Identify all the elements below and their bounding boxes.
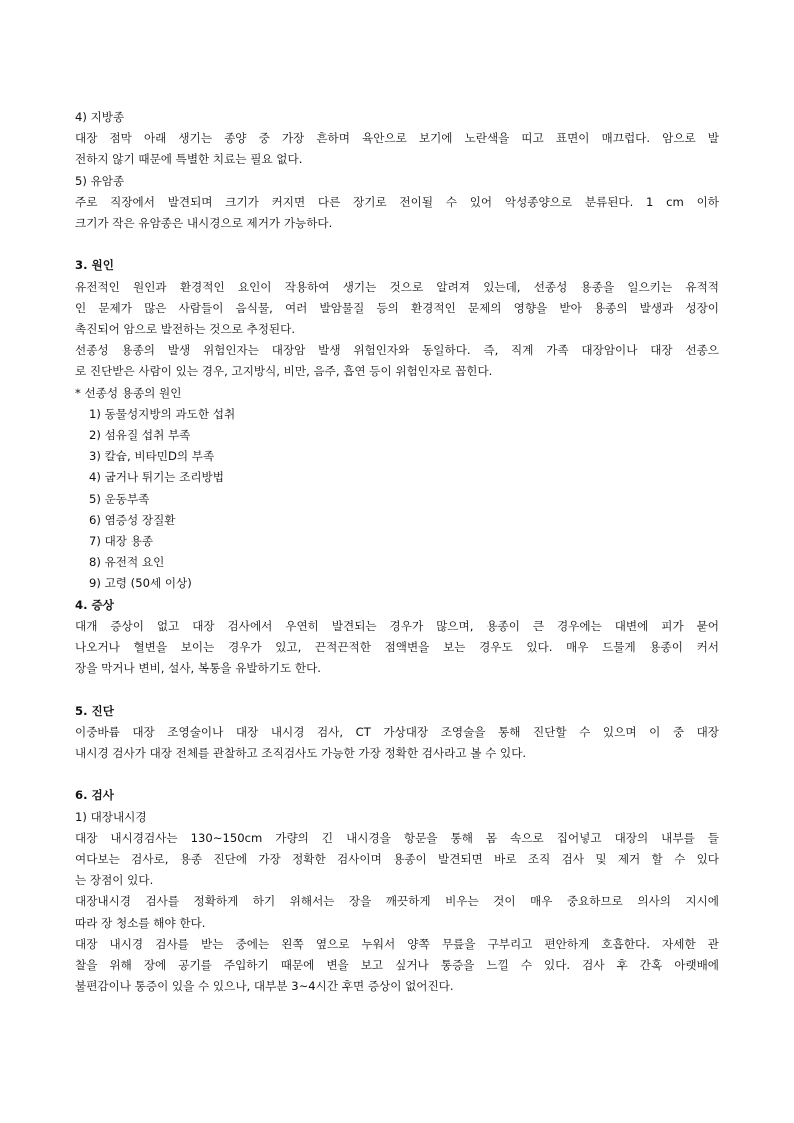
cause-list-title: * 선종성 용종의 원인: [75, 385, 182, 400]
diagnosis-text-line: 내시경 검사가 대장 전체를 관찰하고 조직검사도 가능한 가장 정확한 검사라고 볼 수 있다.: [75, 746, 527, 761]
exam-text-line: 대장 내시경 검사를 받는 중에는 왼쪽 옆으로 누워서 양쪽 무릎을 구부리고 편안하게 호흡한다. 자세한 관: [75, 936, 719, 951]
diagnosis-heading: 5. 진단: [75, 703, 114, 718]
cause-heading: 3. 원인: [75, 258, 114, 273]
lipoma-title: 4) 지방종: [75, 110, 125, 124]
spacer: [75, 234, 719, 255]
carcinoid-text-line: 크기가 작은 유암종은 내시경으로 제거가 가능하다.: [75, 216, 333, 231]
cause-list-item: 3) 칼슘, 비타민D의 부족: [89, 449, 215, 464]
cause-list-item: 9) 고령 (50세 이상): [89, 576, 192, 591]
exam-text-line: 찰을 위해 장에 공기를 주입하기 때문에 변을 보고 싶거나 통증을 느낄 수 있다. 검사 후 간혹 아랫배에: [75, 958, 719, 973]
lipoma-text-line: 대장 점막 아래 생기는 종양 중 가장 흔하며 육안으로 보기에 노란색을 띠고 표면이 매끄럽다. 암으로 발: [75, 131, 719, 146]
exam-heading: 6. 검사: [75, 788, 114, 803]
exam-text-line: 여다보는 검사로, 용종 진단에 가장 정확한 검사이며 용종이 발견되면 바로 조직 검사 및 제거 할 수 있다: [75, 852, 719, 867]
symptoms-text-line: 대개 증상이 없고 대장 검사에서 우연히 발견되는 경우가 많으며, 용종이 큰 경우에는 대변에 피가 묻어: [75, 618, 719, 633]
symptoms-heading: 4. 증상: [75, 597, 114, 612]
cause-text-line: 인 문제가 많은 사람들이 음식물, 여러 발암물질 등의 환경적인 문제의 영향을 받아 용종의 발생과 성장이: [75, 300, 719, 315]
exam-text-line: 불편감이나 통증이 있을 수 있으나, 대부분 3∼4시간 후면 증상이 없어진다.: [75, 979, 454, 994]
carcinoid-title: 5) 유암종: [75, 173, 125, 188]
cause-text-line: 유전적인 원인과 환경적인 요인이 작용하여 생기는 것으로 알려져 있는데, 선종성 용종을 일으키는 유적적: [75, 279, 719, 294]
exam-text-line: 는 장점이 있다.: [75, 873, 154, 888]
cause-list-item: 5) 운동부족: [89, 491, 150, 506]
cause-text-line: 선종성 용종의 발생 위험인자는 대장암 발생 위험인자와 동일하다. 즉, 직계 가족 대장암이나 대장 선종으: [75, 343, 719, 358]
cause-list-item: 7) 대장 용종: [89, 534, 154, 549]
diagnosis-text-line: 이중바륨 대장 조영술이나 대장 내시경 검사, CT 가상대장 조영술을 통해 진단할 수 있으며 이 중 대장: [75, 724, 719, 739]
cause-text-line: 촉진되어 암으로 발전하는 것으로 추정된다.: [75, 322, 296, 337]
exam-text-line: 대장 내시경검사는 130∼150cm 가량의 긴 내시경을 항문을 통해 몸 속으로 집어넣고 대장의 내부를 들: [75, 830, 719, 845]
symptoms-text-line: 나오거나 혈변을 보이는 경우가 있고, 끈적끈적한 점액변을 보는 경우도 있다. 매우 드물게 용종이 커서: [75, 640, 719, 655]
cause-list-item: 8) 유전적 요인: [89, 555, 165, 570]
exam-text-line: 따라 장 청소를 해야 한다.: [75, 915, 206, 930]
cause-list-item: 1) 동물성지방의 과도한 섭취: [89, 406, 236, 421]
cause-list-item: 6) 염증성 장질환: [89, 512, 176, 527]
spacer: [75, 679, 719, 700]
cause-text-line: 로 진단받은 사람이 있는 경우, 고지방식, 비만, 음주, 흡연 등이 위험인자로 꼽힌다.: [75, 364, 493, 379]
carcinoid-text-line: 주로 직장에서 발견되며 크기가 커지면 다른 장기로 전이될 수 있어 악성종양으로 분류된다. 1 cm 이하: [75, 194, 719, 209]
spacer: [75, 764, 719, 785]
exam-text-line: 대장내시경 검사를 정확하게 하기 위해서는 장을 깨끗하게 비우는 것이 매우 중요하므로 의사의 지시에: [75, 894, 719, 909]
cause-list-item: 2) 섬유질 섭취 부족: [89, 428, 191, 443]
exam-subheading: 1) 대장내시경: [75, 809, 147, 824]
cause-list-item: 4) 굽거나 튀기는 조리방법: [89, 470, 224, 485]
symptoms-text-line: 장을 막거나 변비, 설사, 복통을 유발하기도 한다.: [75, 661, 321, 676]
lipoma-text-line: 전하지 않기 때문에 특별한 치료는 필요 없다.: [75, 152, 303, 167]
